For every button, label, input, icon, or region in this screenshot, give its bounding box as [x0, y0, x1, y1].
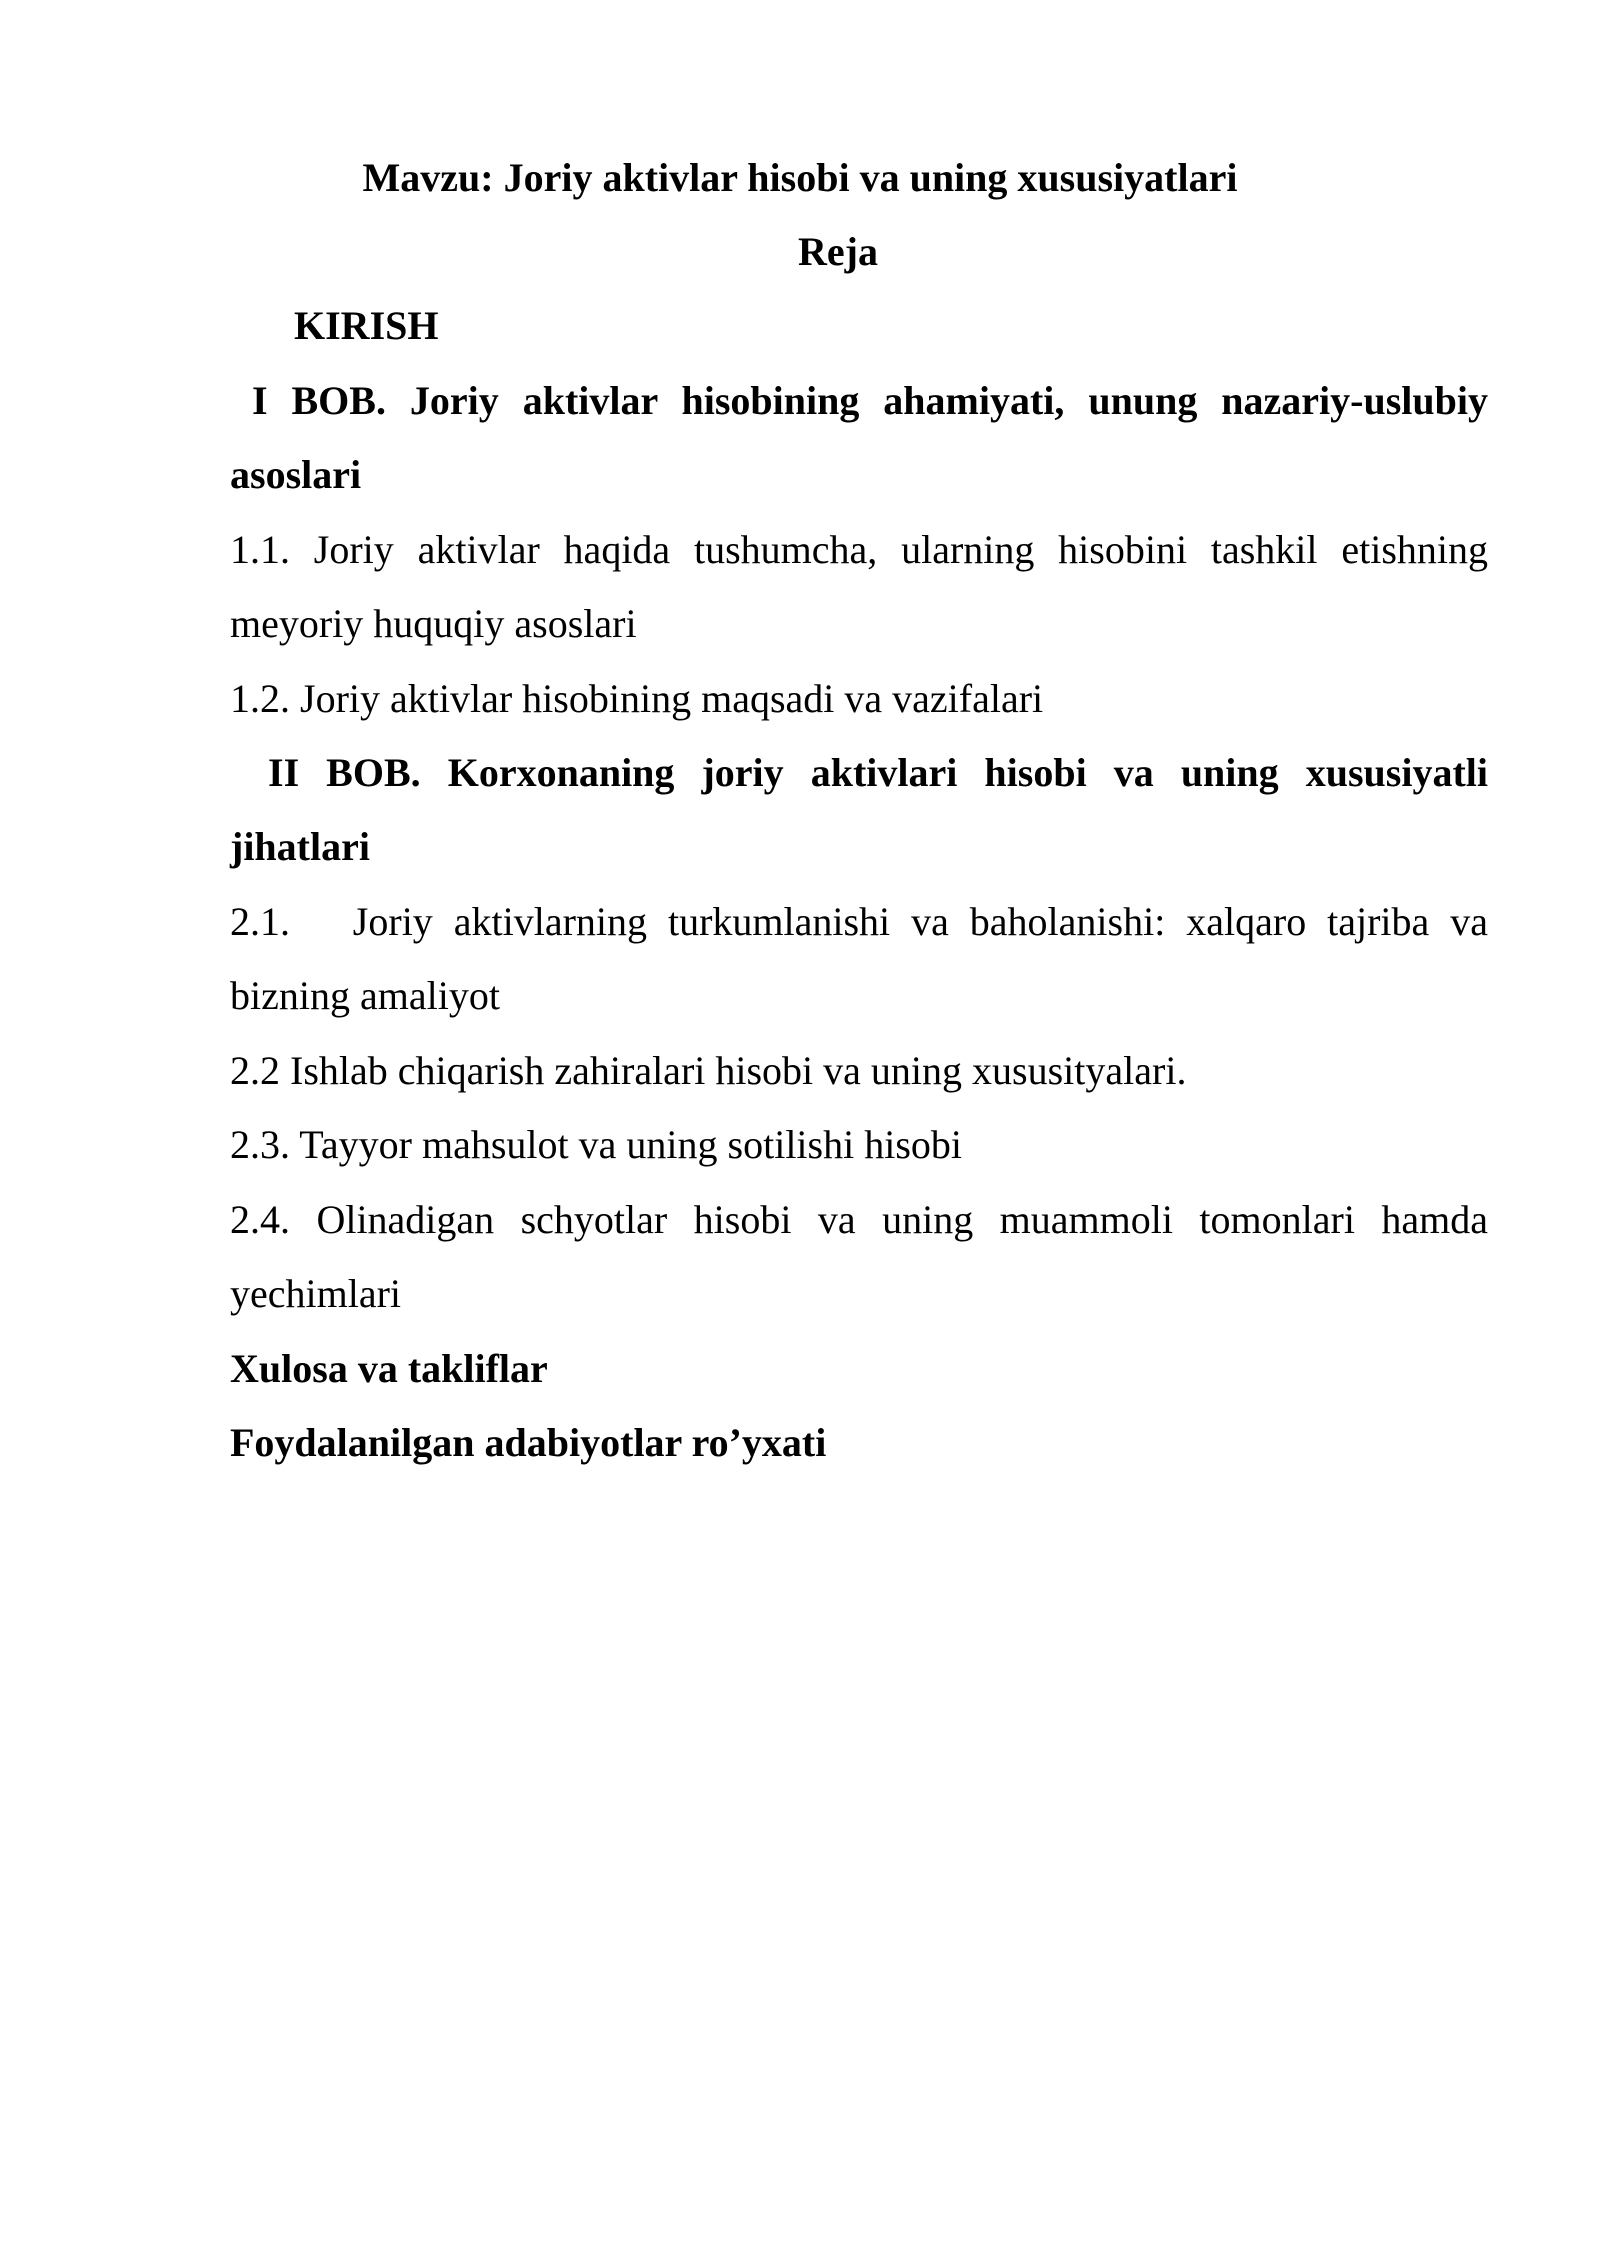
- references-heading: Foydalanilgan adabiyotlar ro’yxati: [230, 1420, 827, 1465]
- chapter1-heading-line1: I BOB. Joriy aktivlar hisobining ahamiyati, unung nazariy-uslubiy: [252, 378, 1488, 423]
- section-1-2: 1.2. Joriy aktivlar hisobining maqsadi va vazifalari: [230, 676, 1044, 721]
- section-2-4-line1: 2.4. Olinadigan schyotlar hisobi va uning muammoli tomonlari hamda: [230, 1197, 1488, 1242]
- section-2-1-line2: bizning amaliyot: [230, 973, 500, 1018]
- section-1-1-line1: 1.1. Joriy aktivlar haqida tushumcha, ularning hisobini tashkil etishning: [230, 527, 1488, 572]
- plan-heading: Reja: [798, 229, 878, 274]
- chapter1-heading-line2: asoslari: [230, 452, 362, 497]
- chapter2-heading-line1: II BOB. Korxonaning joriy aktivlari hisobi va uning xususiyatli: [268, 750, 1488, 795]
- section-2-1-line1: 2.1. Joriy aktivlarning turkumlanishi va baholanishi: xalqaro tajriba va: [230, 899, 1488, 944]
- intro-heading: KIRISH: [294, 303, 439, 348]
- section-2-4-line2: yechimlari: [230, 1271, 402, 1316]
- chapter2-heading-line2: jihatlari: [230, 824, 370, 869]
- document-title: Mavzu: Joriy aktivlar hisobi va uning xususiyatlari: [362, 155, 1238, 200]
- section-2-3: 2.3. Tayyor mahsulot va uning sotilishi hisobi: [230, 1122, 963, 1167]
- conclusion-heading: Xulosa va takliflar: [230, 1346, 548, 1391]
- section-2-2: 2.2 Ishlab chiqarish zahiralari hisobi va uning xususityalari.: [230, 1048, 1187, 1093]
- section-1-1-line2: meyoriy huquqiy asoslari: [230, 601, 637, 646]
